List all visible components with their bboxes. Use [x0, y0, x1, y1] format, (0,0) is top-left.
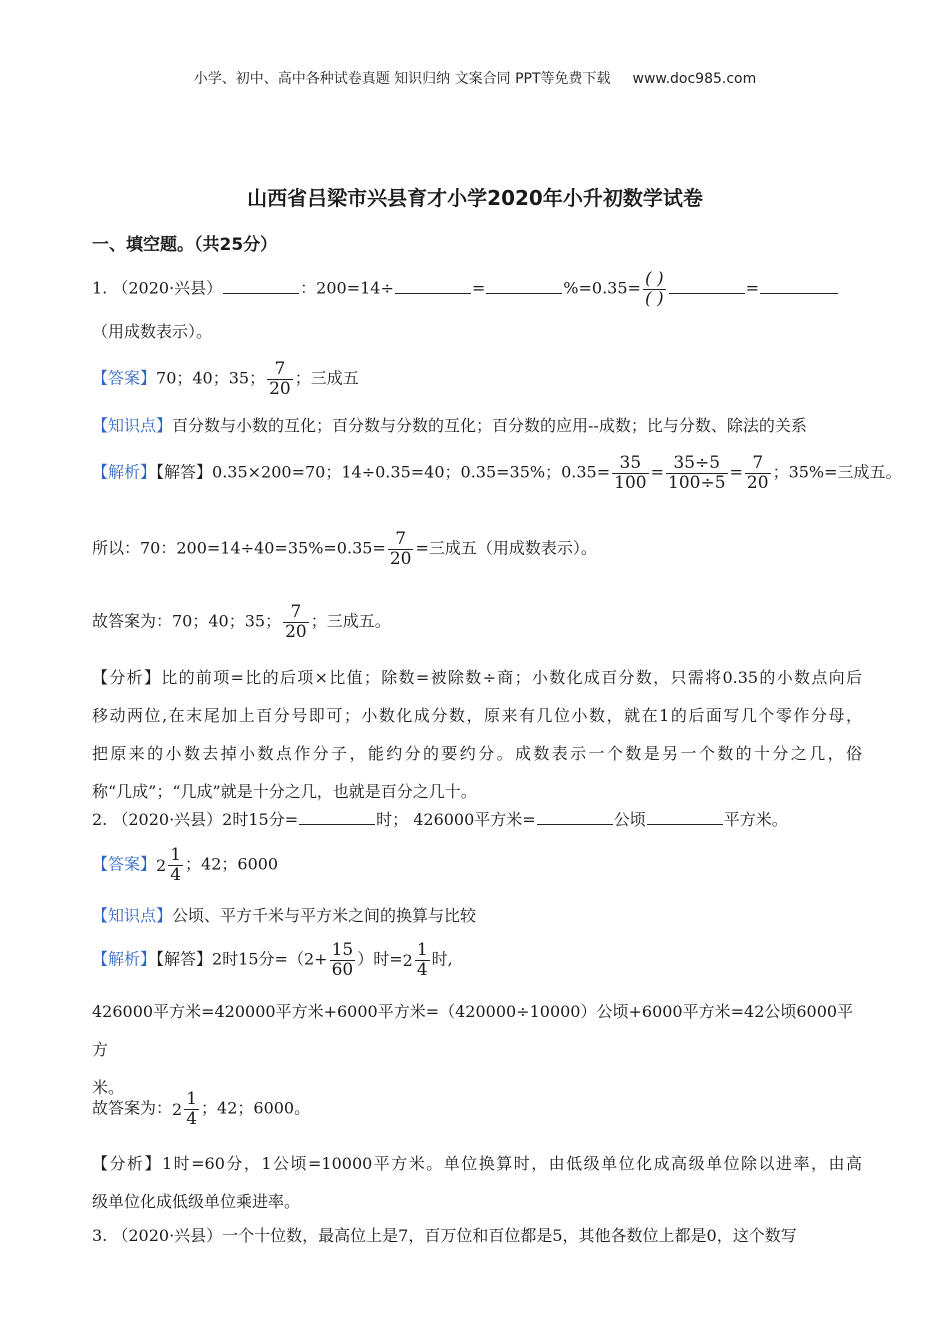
header-url[interactable]: www.doc985.com	[632, 71, 757, 87]
calc-line: 426000平方米=420000平方米+6000平方米=（420000÷10000）公顷+6000平方米=42公顷6000平方	[92, 1002, 854, 1059]
q1-so-line	[92, 530, 858, 568]
answer-text-post: ；三成五	[294, 368, 359, 388]
q2-solution	[92, 941, 858, 979]
q2-analysis	[92, 1145, 862, 1221]
q1-text-2: =	[471, 278, 486, 298]
fraction-denominator: 20	[389, 548, 412, 569]
final-fraction	[283, 603, 309, 641]
fraction-denominator: 100÷5	[668, 472, 726, 493]
answer-text-post: ；42；6000	[185, 854, 279, 874]
so-text-post: =三成五（用成数表示）。	[415, 538, 597, 558]
answer-tag: 【答案】	[92, 368, 157, 388]
q2-final	[92, 1090, 858, 1128]
q1-blank-2[interactable]	[395, 279, 471, 294]
fraction-numerator: 7	[267, 360, 293, 380]
question-1	[92, 270, 858, 308]
final-text: 故答案为：70；40；35；	[92, 611, 282, 631]
solution-tag: 【解析】	[92, 462, 157, 482]
fraction-denominator: 20	[746, 472, 769, 493]
q3-text: 一个十位数，最高位上是7，百万位和百位都是5，其他各数位上都是0，这个数写	[222, 1226, 797, 1245]
question-2	[92, 810, 858, 829]
fraction-numerator: ( )	[644, 269, 664, 289]
analysis-line: 移动两位,在末尾加上百分号即可；小数化成分数，原来有几位小数，就在1的后面写几个零作分母，	[92, 706, 862, 725]
knowledge-tag: 【知识点】	[92, 416, 173, 435]
fraction-numerator: 1	[186, 1089, 198, 1109]
fraction-numerator: 7	[388, 530, 414, 550]
q1-text-4: =	[745, 278, 760, 298]
q1-text-3: %=0.35=	[563, 278, 641, 298]
solution-fraction-1	[612, 454, 648, 492]
fraction-numerator: 1	[170, 845, 182, 865]
page-header	[0, 68, 950, 88]
solution-text-mid: ）时=	[357, 949, 403, 969]
knowledge-text: 百分数与小数的互化；百分数与分数的互化；百分数的应用--成数；比与分数、除法的关系	[172, 416, 807, 435]
q1-source: （2020·兴县）	[112, 278, 223, 298]
q1-blank-1[interactable]	[223, 279, 299, 294]
solution-fraction-3	[745, 454, 771, 492]
analysis-line: 【分析】比的前项=比的后项×比值；除数=被除数÷商；小数化成百分数，只需将0.35的小数点向后	[92, 668, 862, 687]
analysis-line: 【分析】1时=60分，1公顷=10000平方米。单位换算时，由低级单位化成高级单位除以进率，由高	[92, 1154, 862, 1173]
solution-text-post: ；35%=三成五。	[772, 462, 902, 482]
fraction-denominator: 4	[416, 959, 428, 980]
fraction-denominator: 100	[614, 472, 647, 493]
fraction-denominator: 20	[269, 378, 291, 399]
fraction-denominator: ( )	[644, 288, 664, 309]
q1-number: 1.	[92, 278, 108, 298]
fraction-numerator: 1	[416, 940, 428, 960]
q1-paren-fraction	[643, 270, 666, 308]
mixed-whole: 2	[156, 855, 167, 875]
question-3	[92, 1226, 858, 1245]
knowledge-tag: 【知识点】	[92, 906, 173, 925]
fraction-numerator: 7	[745, 454, 771, 474]
solution-fraction-2	[666, 454, 728, 492]
final-fraction	[184, 1090, 199, 1128]
so-fraction	[388, 530, 414, 568]
q1-text-1: ：200=14÷	[300, 278, 394, 298]
fraction-denominator: 4	[170, 864, 182, 885]
so-text: 所以：70：200=14÷40=35%=0.35=	[92, 538, 386, 558]
answer-tag: 【答案】	[92, 854, 157, 874]
fraction-denominator: 20	[285, 621, 307, 642]
q2-text-2: 时； 426000平方米=	[376, 810, 536, 829]
solution-text: 【解答】2时15分=（2+	[156, 949, 328, 969]
final-text-post: ；三成五。	[310, 611, 391, 631]
final-text: 故答案为：	[92, 1098, 173, 1118]
solution-mixed-fraction	[415, 941, 430, 979]
solution-text: 【解答】0.35×200=70；14÷0.35=40；0.35=35%；0.35=	[156, 462, 611, 482]
q1-final	[92, 603, 858, 641]
analysis-line: 称“几成”；“几成”就是十分之几，也就是百分之几十。	[92, 782, 477, 801]
fraction-numerator: 35÷5	[666, 454, 728, 474]
fraction-denominator: 60	[331, 959, 354, 980]
calc-line: 米。	[92, 1078, 125, 1097]
analysis-line: 级单位化成低级单位乘进率。	[92, 1192, 301, 1211]
q1-knowledge	[92, 416, 858, 435]
q3-source: （2020·兴县）	[112, 1226, 223, 1245]
mixed-whole: 2	[402, 950, 413, 970]
q1-blank-4[interactable]	[669, 279, 745, 294]
q2-blank-2[interactable]	[537, 810, 613, 825]
q1-solution	[92, 453, 902, 493]
solution-tag: 【解析】	[92, 949, 157, 969]
fraction-numerator: 15	[331, 940, 354, 960]
answer-text: 70；40；35；	[156, 368, 266, 388]
q1-blank-3[interactable]	[486, 279, 562, 294]
q2-text-3: 公顷	[613, 810, 646, 829]
answer-fraction	[267, 360, 293, 398]
q2-text-1: 2时15分=	[222, 810, 299, 829]
analysis-line: 把原来的小数去掉小数点作分子，能约分的要约分。成数表示一个数是另一个数的十分之几，俗	[92, 744, 862, 763]
answer-fraction	[168, 846, 183, 884]
q1-line-2: （用成数表示）。	[92, 322, 213, 341]
q2-answer	[92, 846, 858, 884]
q3-number: 3.	[92, 1226, 108, 1245]
equals-sign: =	[650, 462, 664, 482]
fraction-denominator: 4	[186, 1108, 198, 1129]
q2-knowledge	[92, 906, 858, 925]
fraction-numerator: 35	[612, 454, 648, 474]
q1-analysis	[92, 659, 862, 811]
header-text: 小学、初中、高中各种试卷真题 知识归纳 文案合同 PPT等免费下载	[193, 71, 611, 87]
q2-source: （2020·兴县）	[112, 810, 223, 829]
q2-blank-3[interactable]	[647, 810, 723, 825]
final-text-post: ；42；6000。	[201, 1098, 311, 1118]
q2-blank-1[interactable]	[299, 810, 375, 825]
mixed-whole: 2	[172, 1099, 183, 1119]
q2-text-4: 平方米。	[723, 810, 788, 829]
solution-text-post: 时,	[431, 949, 453, 969]
q1-answer	[92, 360, 858, 398]
q2-number: 2.	[92, 810, 108, 829]
knowledge-text: 公顷、平方千米与平方米之间的换算与比较	[172, 906, 477, 925]
equals-sign: =	[729, 462, 743, 482]
solution-fraction	[330, 941, 356, 979]
fraction-numerator: 7	[283, 603, 309, 623]
q1-blank-5[interactable]	[760, 279, 838, 294]
section-heading: 一、填空题。（共25分）	[92, 235, 278, 255]
page-title: 山西省吕梁市兴县育才小学2020年小升初数学试卷	[247, 186, 703, 210]
